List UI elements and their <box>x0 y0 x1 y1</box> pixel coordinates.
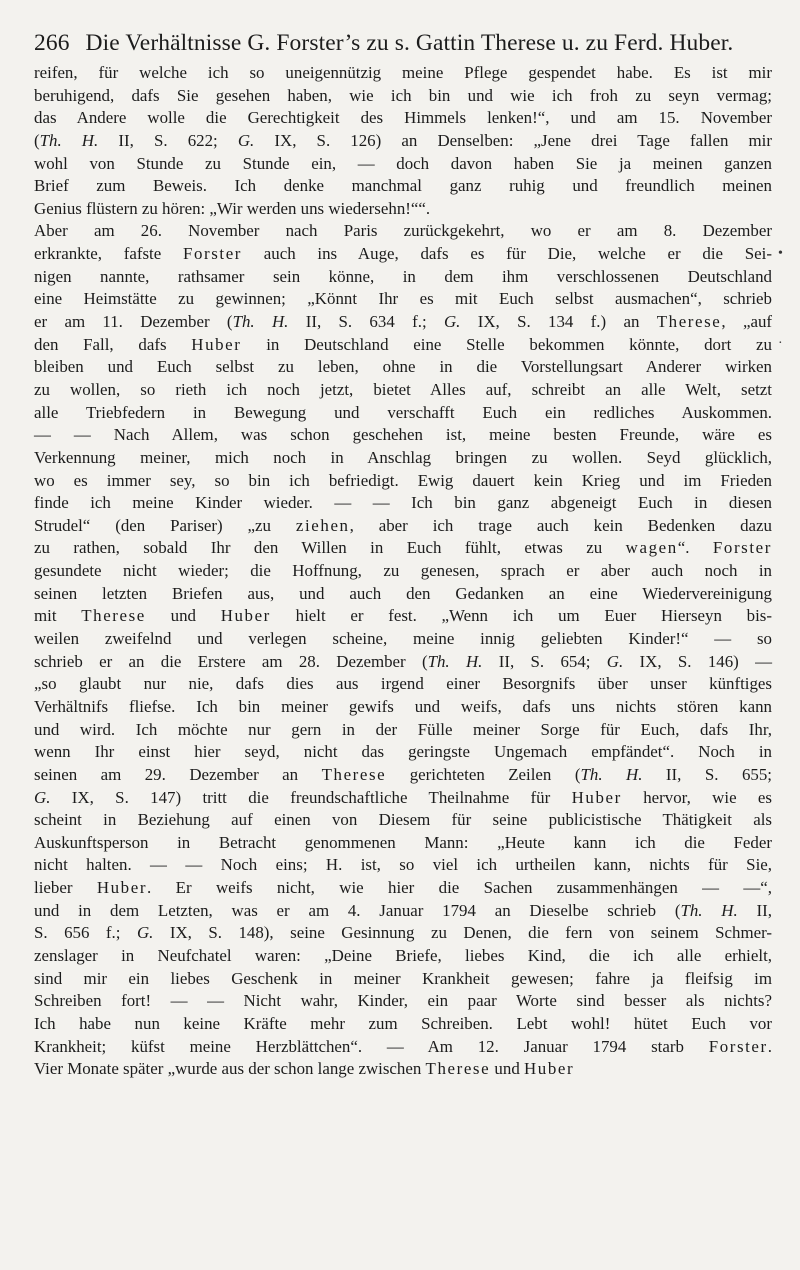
text-run: nicht halten. — — Noch eins; H. ist, so viel ich urtheilen kann, nichts für Sie, <box>34 855 772 875</box>
text-run: schrieb er an die Erstere am 28. Dezember ( <box>34 651 428 671</box>
text-line <box>34 515 772 538</box>
text-line <box>34 832 772 855</box>
text-line <box>34 107 772 130</box>
text-run: . <box>767 1036 772 1056</box>
text-run: mit <box>34 606 82 626</box>
text-run: erkrankte, fafste <box>34 244 183 264</box>
page-number: 266 <box>34 30 70 56</box>
text-run: Huber <box>96 878 148 898</box>
text-run: nigen nannte, rathsamer sein könne, in dem ihm verschlossenen Deutschland <box>34 266 772 286</box>
text-run: “. <box>677 538 713 558</box>
text-run: G. <box>34 787 51 807</box>
text-run: Strudel“ (den Pariser) „zu <box>34 515 296 535</box>
text-line <box>34 990 772 1013</box>
text-run: wo es immer sey, so bin ich befriedigt. Ewig dauert kein Krieg und im Frieden <box>34 470 772 490</box>
text-run: Verkennung meiner, mich noch in Anschlag bringen zu wollen. Seyd glücklich, <box>34 447 772 467</box>
text-run: II, S. 622; <box>98 130 238 150</box>
text-run: Aber am 26. November nach Paris zurückgekehrt, wo er am 8. Dezember <box>34 221 772 241</box>
text-line <box>34 62 772 85</box>
text-line <box>34 537 772 560</box>
text-line <box>34 560 772 583</box>
text-run: und <box>490 1059 524 1079</box>
text-line <box>34 85 772 108</box>
text-run: Forster <box>712 538 772 558</box>
text-line <box>34 288 772 311</box>
text-line <box>34 1058 772 1081</box>
text-run: II, S. 634 f.; <box>288 312 444 332</box>
text-run: Th. H. <box>232 312 289 332</box>
text-line <box>34 877 772 900</box>
text-run: Huber <box>523 1059 575 1079</box>
text-run: das Andere wolle die Gerechtigkeit des Himmels lenken!“, und am 15. November <box>34 108 772 128</box>
text-run: und in dem Letzten, was er am 4. Januar 1794 an Dieselbe schrieb ( <box>34 900 681 920</box>
text-run: — — Nach Allem, was schon geschehen ist, meine besten Freunde, wäre es <box>34 425 772 445</box>
text-line <box>34 1013 772 1036</box>
text-run: Vier Monate später „wurde aus der schon lange zwischen <box>34 1059 426 1079</box>
text-run: seinen letzten Briefen aus, und auch den Gedanken an eine Wiedervereinigung <box>34 583 772 603</box>
text-run: eine Heimstätte zu gewinnen; „Könnt Ihr es mit Euch selbst ausmachen“, schrieb <box>34 289 772 309</box>
text-line <box>34 130 772 153</box>
body-text <box>34 62 772 1081</box>
text-run: Huber <box>571 787 622 807</box>
text-run: G. <box>443 312 461 332</box>
text-run: Therese <box>321 764 387 784</box>
text-run: Forster <box>182 244 243 264</box>
text-line <box>34 243 772 266</box>
text-run: weilen zweifelnd und verlegen scheine, meine innig geliebten Kinder!“ — so <box>34 629 772 649</box>
text-line <box>34 968 772 991</box>
text-run: Th. H. <box>427 651 483 671</box>
text-run: Schreiben fort! — — Nicht wahr, Kinder, ein paar Worte sind besser als nichts? <box>34 991 772 1011</box>
text-run: IX, S. 126) an Denselben: „Jene drei Tage fallen mir <box>254 130 772 150</box>
text-run: reifen, für welche ich so uneigennützig meine Pflege gespendet habe. Es ist mir <box>34 63 772 82</box>
text-run: wohl von Stunde zu Stunde ein, — doch davon haben Sie ja meinen ganzen <box>34 153 772 173</box>
text-run: zenslager in Neufchatel waren: „Deine Briefe, liebes Kind, die ich alle erhielt, <box>34 945 772 965</box>
text-run: Forster <box>708 1036 768 1056</box>
text-run: seinen am 29. Dezember an <box>34 764 322 784</box>
text-run: Th. H. <box>580 764 643 784</box>
text-line <box>34 266 772 289</box>
text-run: finde ich meine Kinder wieder. — — Ich bin ganz abgeneigt Euch in diesen <box>34 493 772 513</box>
text-line <box>34 696 772 719</box>
margin-mark: • <box>778 246 783 261</box>
text-run: , „auf <box>721 312 773 332</box>
text-run: IX, S. 146) — <box>623 651 772 671</box>
text-line <box>34 900 772 923</box>
text-run: und wird. Ich möchte nur gern in der Fülle meiner Sorge für Euch, dafs Ihr, <box>34 719 772 739</box>
text-run: Huber <box>191 334 242 354</box>
text-run: scheint in Beziehung auf einen von Diesem für seine publicistische Thätigkeit als <box>34 810 772 830</box>
text-run: zu wollen, so rieth ich noch jetzt, bietet Alles auf, schreibt an alle Welt, setzt <box>34 379 772 399</box>
text-line <box>34 424 772 447</box>
text-line <box>34 492 772 515</box>
text-run: hielt er fest. „Wenn ich um Euer Hierseyn bis- <box>270 606 773 626</box>
text-run: Th. H. <box>39 130 99 150</box>
text-run: Therese <box>656 312 722 332</box>
text-run: ( <box>34 130 40 150</box>
margin-mark: · <box>778 336 783 351</box>
text-line <box>34 719 772 742</box>
text-run: Auskunftsperson in Betracht genommenen Mann: „Heute kann ich die Feder <box>34 832 772 852</box>
text-line <box>34 334 772 357</box>
text-run: alle Triebfedern in Bewegung und verschafft Euch ein redliches Auskommen. <box>34 402 772 422</box>
text-run: IX, S. 147) tritt die freundschaftliche Theilnahme für <box>50 787 572 807</box>
text-run: IX, S. 148), seine Gesinnung zu Denen, die fern von seinem Schmer- <box>153 923 772 943</box>
text-run: gerichteten Zeilen ( <box>386 764 581 784</box>
text-run: Krankheit; küfst meine Herzblättchen“. — Am 12. Januar 1794 starb <box>34 1036 709 1056</box>
text-line <box>34 764 772 787</box>
text-run: auch ins Auge, dafs es für Die, welche er die Sei- <box>242 244 772 264</box>
text-run: Therese <box>81 606 146 626</box>
text-run: in Deutschland eine Stelle bekommen könnte, dort zu <box>241 334 772 354</box>
text-line <box>34 470 772 493</box>
text-line <box>34 605 772 628</box>
text-run: hervor, wie es <box>621 787 772 807</box>
text-run: II, S. 654; <box>482 651 607 671</box>
text-line <box>34 741 772 764</box>
text-run: Huber <box>220 606 271 626</box>
text-line <box>34 787 772 810</box>
text-line <box>34 402 772 425</box>
text-line <box>34 651 772 674</box>
text-line <box>34 1036 772 1059</box>
text-line <box>34 922 772 945</box>
text-line <box>34 854 772 877</box>
text-run: G. <box>136 923 154 943</box>
page-header <box>34 30 774 57</box>
text-line <box>34 153 772 176</box>
text-run: und <box>145 606 221 626</box>
text-run: er am 11. Dezember ( <box>34 312 233 332</box>
text-run: . Er weifs nicht, wie hier die Sachen zusammenhängen — —“, <box>147 878 772 898</box>
text-run: sind mir ein liebes Geschenk in meiner Krankheit gewesen; fahre ja fleifsig im <box>34 968 772 988</box>
text-run: Ich habe nun keine Kräfte mehr zum Schreiben. Lebt wohl! hütet Euch vor <box>34 1013 772 1033</box>
text-run: Th. H. <box>680 900 738 920</box>
text-run: S. 656 f.; <box>34 923 137 943</box>
text-line <box>34 198 772 221</box>
text-run: bleiben und Euch selbst zu leben, ohne in die Vorstellungsart Anderer wirken <box>34 357 772 377</box>
text-run: II, S. 655; <box>642 764 772 784</box>
text-line <box>34 809 772 832</box>
text-run: wagen <box>625 538 678 558</box>
text-line <box>34 673 772 696</box>
text-line <box>34 628 772 651</box>
text-run: zu rathen, sobald Ihr den Willen in Euch fühlt, etwas zu <box>34 538 626 558</box>
text-run: „so glaubt nur nie, dafs dies aus irgend einer Besorgnifs über unser künftiges <box>34 674 772 694</box>
text-run: Genius flüstern zu hören: „Wir werden uns wiedersehn!““. <box>34 198 431 218</box>
text-run: den Fall, dafs <box>34 334 192 354</box>
text-line <box>34 945 772 968</box>
text-run: lieber <box>34 878 97 898</box>
text-run: gesundete nicht wieder; die Hoffnung, zu genesen, sprach er aber auch noch in <box>34 561 772 581</box>
text-run: Verhältnifs fliefse. Ich bin meiner gewifs und weifs, dafs uns nichts stören kann <box>34 696 772 716</box>
text-line <box>34 447 772 470</box>
running-title: Die Verhältnisse G. Forster’s zu s. Gattin Therese u. zu Ferd. Huber. <box>85 30 734 56</box>
text-run: II, <box>737 900 772 920</box>
text-run: , aber ich trage auch kein Bedenken dazu <box>349 515 772 535</box>
text-line <box>34 356 772 379</box>
text-run: beruhigend, dafs Sie gesehen haben, wie ich bin und wie ich froh zu seyn vermag; <box>34 85 772 105</box>
text-line <box>34 379 772 402</box>
text-run: wenn Ihr einst hier seyd, nicht das geringste Ungemach empfändet“. Noch in <box>34 742 772 762</box>
text-run: IX, S. 134 f.) an <box>460 312 657 332</box>
text-run: G. <box>606 651 624 671</box>
text-line <box>34 220 772 243</box>
text-run: Therese <box>425 1059 491 1079</box>
text-run: G. <box>237 130 255 150</box>
text-line <box>34 311 772 334</box>
text-run: ziehen <box>295 515 350 535</box>
text-line <box>34 175 772 198</box>
text-run: Brief zum Beweis. Ich denke manchmal ganz ruhig und freundlich meinen <box>34 176 772 196</box>
text-line <box>34 583 772 606</box>
